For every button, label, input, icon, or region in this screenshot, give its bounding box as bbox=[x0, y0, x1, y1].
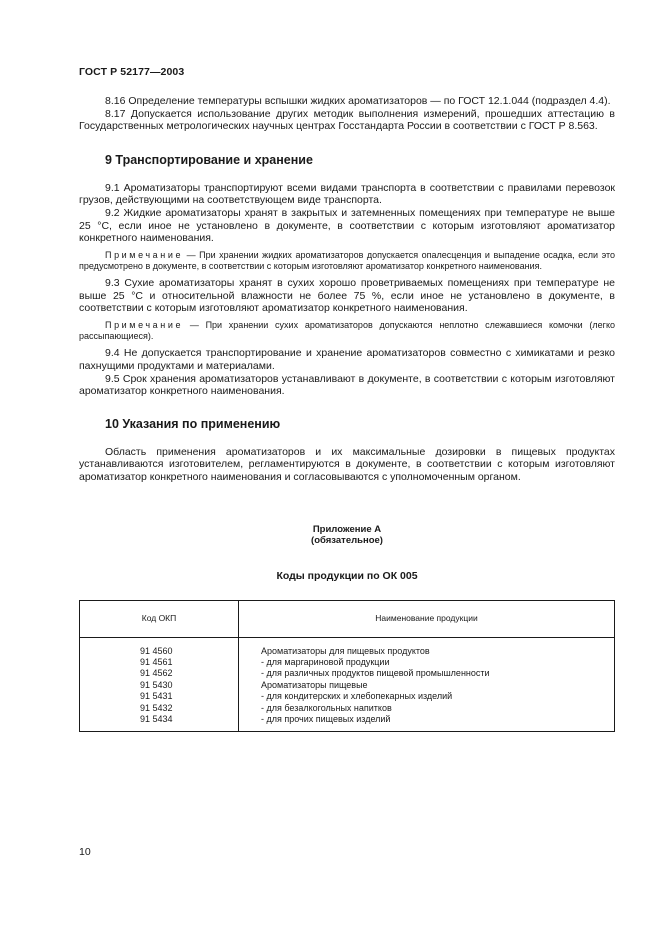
paragraph-9-5: 9.5 Срок хранения ароматизаторов устанавливают в документе, в соответствии с которым изготовляют ароматизатор конкретного наименования. bbox=[79, 372, 615, 398]
okp-code: 91 4560 bbox=[140, 645, 173, 656]
product-name: - для маргариновой продукции bbox=[261, 656, 390, 667]
header-name: Наименование продукции bbox=[239, 600, 615, 637]
paragraph-9-3: 9.3 Сухие ароматизаторы хранят в сухих хорошо проветриваемых помещениях при температуре не выше 25 °С и относительной влажности не более 75 %, если иное не установлено в документе, в соответствии с которым изготовляют ароматизатор конкретного наименования. bbox=[79, 277, 615, 315]
note-1 bbox=[79, 250, 615, 272]
paragraph-9-4: 9.4 Не допускается транспортирование и хранение ароматизаторов совместно с химикатами и резко пахнущими продуктами и материалами. bbox=[79, 347, 615, 372]
paragraph-10: Область применения ароматизаторов и их максимальные дозировки в пищевых продуктах устанавливаются изготовителем, регламентируются в документе, в соответствии с которым изготовляют ароматизатор конкретного наименования и согласовываются с уполномоченным органом. bbox=[79, 445, 615, 483]
okp-code: 91 5432 bbox=[140, 702, 173, 713]
page-number: 10 bbox=[79, 846, 91, 858]
paragraph-9-1: 9.1 Ароматизаторы транспортируют всеми видами транспорта в соответствии с правилами перевозок грузов, действующими на соответствующем виде транспорта. bbox=[79, 181, 615, 207]
document-header: ГОСТ Р 52177—2003 bbox=[79, 66, 185, 78]
product-name: - для различных продуктов пищевой промышленности bbox=[261, 668, 490, 679]
code-cell bbox=[80, 637, 239, 732]
note-2-text: — При хранении сухих ароматизаторов допускаются неплотно слежавшиеся комочки (легко рассыпающиеся). bbox=[79, 319, 615, 342]
annex-status: (обязательное) bbox=[311, 534, 383, 546]
document-body bbox=[79, 95, 615, 732]
okp-code: 91 5434 bbox=[140, 713, 173, 724]
paragraph-9-2: 9.2 Жидкие ароматизаторы хранят в закрытых и затемненных помещениях при температуре не выше 25 °С, если иное не установлено в документе, в соответствии с которым изготовляют ароматизатор конкретного наименования. bbox=[79, 206, 615, 245]
product-name: Ароматизаторы пищевые bbox=[261, 679, 368, 690]
product-name: - для кондитерских и хлебопекарных изделий bbox=[261, 691, 453, 702]
codes-table-title: Коды продукции по ОК 005 bbox=[276, 569, 418, 582]
name-cell bbox=[239, 637, 615, 732]
product-name: Ароматизаторы для пищевых продуктов bbox=[261, 645, 430, 656]
note-2 bbox=[79, 320, 615, 342]
product-name: - для безалкогольных напитков bbox=[261, 702, 392, 713]
note-1-label: Примечание bbox=[105, 249, 184, 260]
annex-title: Приложение А bbox=[312, 523, 382, 535]
section-10-title: 10 Указания по применению bbox=[105, 416, 281, 431]
okp-code: 91 5430 bbox=[140, 679, 173, 690]
paragraph-8-16: 8.16 Определение температуры вспышки жидких ароматизаторов — по ГОСТ 12.1.044 (подраздел 4.4). bbox=[105, 95, 611, 107]
table-row bbox=[80, 637, 615, 732]
codes-table-header-row bbox=[80, 600, 615, 637]
paragraph-8-17: 8.17 Допускается использование других методик выполнения измерений, прошедших аттестацию в Государственных метрологических научных центрах Госстандарта России в соответствии с ГОСТ Р 8.563. bbox=[79, 107, 615, 133]
product-name: - для прочих пищевых изделий bbox=[261, 713, 391, 724]
okp-code: 91 5431 bbox=[140, 691, 173, 702]
codes-table bbox=[79, 600, 615, 733]
okp-code: 91 4562 bbox=[140, 668, 173, 679]
okp-code: 91 4561 bbox=[140, 656, 173, 667]
section-9-title: 9 Транспортирование и хранение bbox=[105, 152, 313, 167]
header-code: Код ОКП bbox=[80, 600, 239, 637]
note-1-text: — При хранении жидких ароматизаторов допускается опалесценция и выпадение осадка, если это предусмотрено в документе, в соответствии с которым изготовляют ароматизатор конкретного наименования. bbox=[79, 249, 615, 271]
note-2-label: Примечание bbox=[105, 319, 184, 330]
